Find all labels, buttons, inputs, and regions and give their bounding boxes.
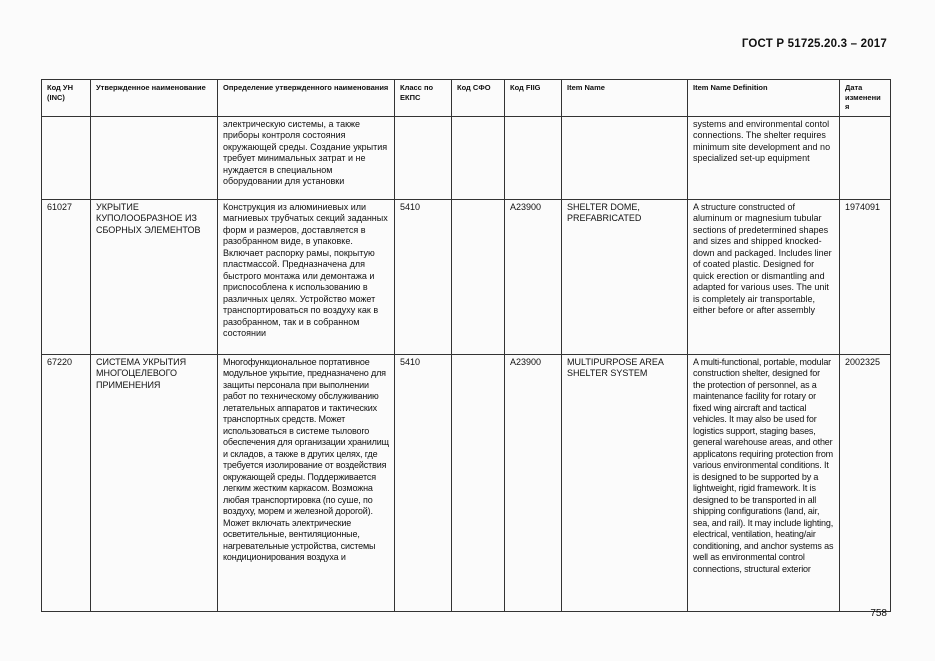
cell-name-ru: УКРЫТИЕ КУПОЛООБРАЗНОЕ ИЗ СБОРНЫХ ЭЛЕМЕНТОВ [91, 199, 218, 354]
cell-code [42, 116, 91, 199]
cell-code: 67220 [42, 354, 91, 611]
table-row [42, 199, 891, 354]
cell-item-name: SHELTER DOME, PREFABRICATED [562, 199, 688, 354]
cell-definition-en: A structure constructed of aluminum or magnesium tubular sections of predetermined shapes and sizes and shipped knocked-down and packaged. Includes liner of coated plastic. Designed for quick erection or dismantling and adapted for various uses. The unit is completely air transportable, either before or after assembly [688, 199, 840, 354]
cell-definition-en: A multi-functional, portable, modular construction shelter, designed for the protection of personnel, as a maintenance facility for rotary or fixed wing aircraft and tactical vehicles. It may also be used for logistics support, staging bases, general warehouse areas, and other applicatons requiring protection from various environmental conditions. It is designed to be supported by a lightweight, rigid framework. It is designed to be transported in all shipping configurations (land, air, sea, and rail). It may include lighting, electrical, ventilation, heating/air conditioning, and anchor systems as well as environmental control connections, structural exterior [688, 354, 840, 611]
column-header-class: Класс по ЕКПС [395, 80, 452, 117]
document-standard-header: ГОСТ Р 51725.20.3 – 2017 [741, 38, 887, 50]
cell-definition-ru: электрическую системы, а также приборы контроля состояния окружающей среды. Создание укрытия требует минимальных затрат и не нуждается в специальном оборудовании для установки [218, 116, 395, 199]
cell-sfo [452, 354, 505, 611]
table-row [42, 116, 891, 199]
table-header-row [42, 80, 891, 117]
cell-sfo [452, 116, 505, 199]
cell-name-ru [91, 116, 218, 199]
cell-definition-ru: Многофункциональное портативное модульное укрытие, предназначено для защиты персонала при выполнении работ по техническому обслуживанию летательных аппаратов и тактических транспортных средств. Может использоваться в системе тылового обеспечения для организации хранилищ и складов, а также в других целях, где требуется изолирование от воздействия окружающей среды. Поддерживается легким жестким каркасом. Возможна любая транспортировка (по суше, по воздуху, морем и железной дорогой). Может включать электрические осветительные, вентиляционные, нагревательные устройства, системы кондиционирования воздуха и [218, 354, 395, 611]
cell-fiig: A23900 [505, 199, 562, 354]
cell-fiig: A23900 [505, 354, 562, 611]
catalog-table [41, 79, 891, 612]
cell-sfo [452, 199, 505, 354]
cell-definition-ru: Конструкция из алюминиевых или магниевых трубчатых секций заданных форм и размеров, доставляется в разобранном виде, в упаковке. Включает распорку рамы, покрытую пластмассой. Предназначена для быстрого монтажа или демонтажа и приспособлена к использованию в различных целях. Устройство может транспортироваться по воздуху как в разобранном, так и в собранном состоянии [218, 199, 395, 354]
cell-code: 61027 [42, 199, 91, 354]
column-header-definition-en: Item Name Definition [688, 80, 840, 117]
column-header-name-ru: Утвержденное наименование [91, 80, 218, 117]
cell-date: 1974091 [840, 199, 891, 354]
cell-date [840, 116, 891, 199]
page-number: 758 [870, 608, 887, 619]
column-header-sfo: Код СФО [452, 80, 505, 117]
column-header-item-name: Item Name [562, 80, 688, 117]
cell-item-name: MULTIPURPOSE AREA SHELTER SYSTEM [562, 354, 688, 611]
cell-definition-en: systems and environmental contol connections. The shelter requires minimum site development and no specialized set-up equipment [688, 116, 840, 199]
column-header-fiig: Код FIIG [505, 80, 562, 117]
cell-date: 2002325 [840, 354, 891, 611]
column-header-definition-ru: Определение утвержденного наименования [218, 80, 395, 117]
table-row [42, 354, 891, 611]
cell-name-ru: СИСТЕМА УКРЫТИЯ МНОГОЦЕЛЕВОГО ПРИМЕНЕНИЯ [91, 354, 218, 611]
cell-class [395, 116, 452, 199]
column-header-code: Код УН (INC) [42, 80, 91, 117]
cell-fiig [505, 116, 562, 199]
cell-class: 5410 [395, 354, 452, 611]
cell-class: 5410 [395, 199, 452, 354]
column-header-date: Дата изменения [840, 80, 891, 117]
cell-item-name [562, 116, 688, 199]
